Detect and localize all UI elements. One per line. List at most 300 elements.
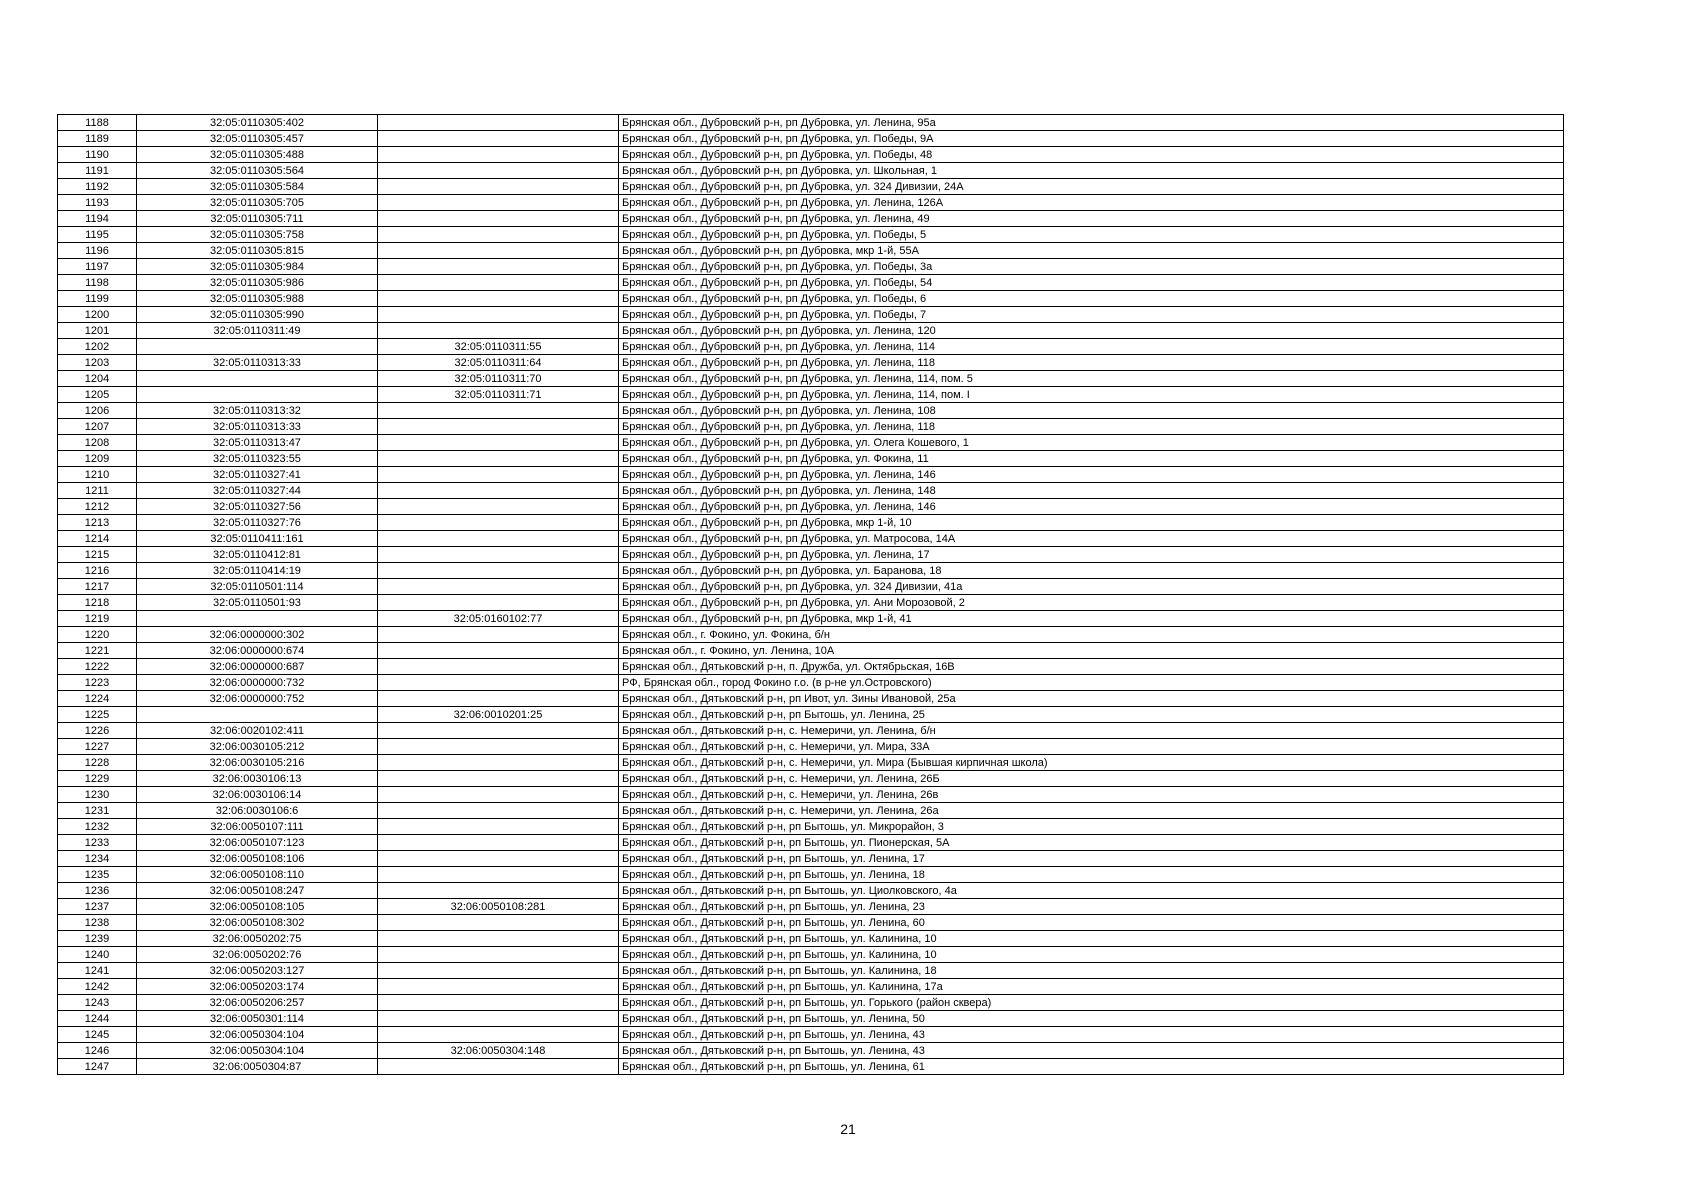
address-cell: Брянская обл., Дубровский р-н, рп Дубровка, ул. Матросова, 14А	[619, 531, 1564, 547]
table-row	[58, 211, 1564, 227]
related-cadastral-number-cell	[378, 883, 619, 899]
related-cadastral-number-cell	[378, 531, 619, 547]
address-cell: Брянская обл., Дятьковский р-н, рп Бытошь, ул. Ленина, 43	[619, 1043, 1564, 1059]
related-cadastral-number-cell: 32:06:0050304:148	[378, 1043, 619, 1059]
related-cadastral-number-cell	[378, 979, 619, 995]
related-cadastral-number-cell	[378, 691, 619, 707]
address-cell: Брянская обл., Дятьковский р-н, рп Бытошь, ул. Ленина, 43	[619, 1027, 1564, 1043]
related-cadastral-number-cell	[378, 403, 619, 419]
row-number-cell: 1205	[58, 387, 137, 403]
table-row	[58, 499, 1564, 515]
related-cadastral-number-cell	[378, 595, 619, 611]
table-row	[58, 419, 1564, 435]
related-cadastral-number-cell	[378, 563, 619, 579]
row-number-cell: 1194	[58, 211, 137, 227]
cadastral-number-cell: 32:06:0000000:302	[137, 627, 378, 643]
address-cell: Брянская обл., Дятьковский р-н, рп Бытошь, ул. Горького (район сквера)	[619, 995, 1564, 1011]
table-row	[58, 195, 1564, 211]
row-number-cell: 1214	[58, 531, 137, 547]
related-cadastral-number-cell	[378, 915, 619, 931]
related-cadastral-number-cell: 32:06:0050108:281	[378, 899, 619, 915]
address-cell: Брянская обл., Дубровский р-н, рп Дубровка, ул. Ленина, 49	[619, 211, 1564, 227]
cadastral-number-cell: 32:06:0000000:687	[137, 659, 378, 675]
related-cadastral-number-cell	[378, 819, 619, 835]
address-cell: Брянская обл., Дубровский р-н, рп Дубровка, ул. Ленина, 108	[619, 403, 1564, 419]
address-cell: Брянская обл., Дятьковский р-н, рп Бытошь, ул. Калинина, 10	[619, 931, 1564, 947]
cadastral-number-cell: 32:06:0050203:174	[137, 979, 378, 995]
row-number-cell: 1240	[58, 947, 137, 963]
row-number-cell: 1247	[58, 1059, 137, 1075]
row-number-cell: 1190	[58, 147, 137, 163]
related-cadastral-number-cell	[378, 451, 619, 467]
address-cell: Брянская обл., Дубровский р-н, рп Дубровка, ул. Ленина, 114, пом. I	[619, 387, 1564, 403]
related-cadastral-number-cell	[378, 275, 619, 291]
table-row	[58, 739, 1564, 755]
cadastral-number-cell: 32:06:0050108:110	[137, 867, 378, 883]
related-cadastral-number-cell: 32:06:0010201:25	[378, 707, 619, 723]
address-cell: Брянская обл., Дубровский р-н, рп Дубровка, ул. 324 Дивизии, 24А	[619, 179, 1564, 195]
related-cadastral-number-cell	[378, 931, 619, 947]
related-cadastral-number-cell	[378, 179, 619, 195]
row-number-cell: 1211	[58, 483, 137, 499]
related-cadastral-number-cell	[378, 1011, 619, 1027]
cadastral-number-cell: 32:06:0050108:302	[137, 915, 378, 931]
cadastral-number-cell: 32:05:0110414:19	[137, 563, 378, 579]
address-cell: Брянская обл., Дубровский р-н, рп Дубровка, ул. Победы, 6	[619, 291, 1564, 307]
cadastral-number-cell	[137, 707, 378, 723]
row-number-cell: 1216	[58, 563, 137, 579]
table-row	[58, 931, 1564, 947]
address-cell: Брянская обл., Дубровский р-н, рп Дубровка, ул. Ани Морозовой, 2	[619, 595, 1564, 611]
table-row	[58, 563, 1564, 579]
address-cell: Брянская обл., Дубровский р-н, рп Дубровка, ул. Фокина, 11	[619, 451, 1564, 467]
address-cell: Брянская обл., Дятьковский р-н, рп Бытошь, ул. Ленина, 60	[619, 915, 1564, 931]
table-row	[58, 531, 1564, 547]
table-row	[58, 611, 1564, 627]
cadastral-number-cell: 32:06:0000000:732	[137, 675, 378, 691]
table-row	[58, 163, 1564, 179]
table-row	[58, 675, 1564, 691]
address-cell: Брянская обл., Дятьковский р-н, рп Бытошь, ул. Ленина, 50	[619, 1011, 1564, 1027]
table-row	[58, 323, 1564, 339]
cadastral-number-cell: 32:05:0110305:402	[137, 115, 378, 131]
related-cadastral-number-cell	[378, 755, 619, 771]
row-number-cell: 1204	[58, 371, 137, 387]
row-number-cell: 1215	[58, 547, 137, 563]
address-cell: Брянская обл., Дятьковский р-н, рп Бытошь, ул. Микрорайон, 3	[619, 819, 1564, 835]
cadastral-number-cell: 32:05:0110305:705	[137, 195, 378, 211]
address-cell: Брянская обл., г. Фокино, ул. Ленина, 10А	[619, 643, 1564, 659]
address-cell: Брянская обл., Дубровский р-н, рп Дубровка, мкр 1-й, 10	[619, 515, 1564, 531]
cadastral-number-cell: 32:05:0110305:564	[137, 163, 378, 179]
related-cadastral-number-cell	[378, 723, 619, 739]
related-cadastral-number-cell	[378, 867, 619, 883]
row-number-cell: 1201	[58, 323, 137, 339]
address-cell: Брянская обл., Дубровский р-н, рп Дубровка, ул. Победы, 3а	[619, 259, 1564, 275]
related-cadastral-number-cell	[378, 1059, 619, 1075]
cadastral-number-cell: 32:05:0110323:55	[137, 451, 378, 467]
address-cell: Брянская обл., Дубровский р-н, рп Дубровка, мкр 1-й, 55А	[619, 243, 1564, 259]
table-row	[58, 835, 1564, 851]
row-number-cell: 1241	[58, 963, 137, 979]
table-row	[58, 291, 1564, 307]
cadastral-number-cell: 32:05:0110327:76	[137, 515, 378, 531]
row-number-cell: 1219	[58, 611, 137, 627]
row-number-cell: 1207	[58, 419, 137, 435]
row-number-cell: 1222	[58, 659, 137, 675]
table-row	[58, 307, 1564, 323]
cadastral-number-cell: 32:05:0110313:32	[137, 403, 378, 419]
row-number-cell: 1200	[58, 307, 137, 323]
cadastral-number-cell: 32:05:0110305:990	[137, 307, 378, 323]
related-cadastral-number-cell: 32:05:0160102:77	[378, 611, 619, 627]
address-cell: Брянская обл., Дубровский р-н, рп Дубровка, ул. Ленина, 120	[619, 323, 1564, 339]
cadastral-number-cell: 32:06:0050107:111	[137, 819, 378, 835]
related-cadastral-number-cell	[378, 803, 619, 819]
table-row	[58, 1027, 1564, 1043]
cadastral-number-cell: 32:05:0110327:44	[137, 483, 378, 499]
address-cell: Брянская обл., Дятьковский р-н, с. Немеричи, ул. Мира, 33А	[619, 739, 1564, 755]
row-number-cell: 1246	[58, 1043, 137, 1059]
table-row	[58, 1011, 1564, 1027]
address-cell: Брянская обл., Дятьковский р-н, рп Бытошь, ул. Ленина, 18	[619, 867, 1564, 883]
related-cadastral-number-cell	[378, 947, 619, 963]
address-cell: Брянская обл., Дубровский р-н, рп Дубровка, ул. Баранова, 18	[619, 563, 1564, 579]
table-row	[58, 547, 1564, 563]
row-number-cell: 1236	[58, 883, 137, 899]
address-cell: Брянская обл., Дятьковский р-н, рп Бытошь, ул. Пионерская, 5А	[619, 835, 1564, 851]
related-cadastral-number-cell	[378, 291, 619, 307]
address-cell: Брянская обл., Дубровский р-н, рп Дубровка, ул. Ленина, 17	[619, 547, 1564, 563]
row-number-cell: 1242	[58, 979, 137, 995]
address-cell: Брянская обл., Дубровский р-н, рп Дубровка, мкр 1-й, 41	[619, 611, 1564, 627]
table-row	[58, 451, 1564, 467]
related-cadastral-number-cell	[378, 963, 619, 979]
related-cadastral-number-cell: 32:05:0110311:55	[378, 339, 619, 355]
related-cadastral-number-cell	[378, 323, 619, 339]
page-number: 21	[840, 1121, 856, 1137]
related-cadastral-number-cell	[378, 115, 619, 131]
address-cell: Брянская обл., Дубровский р-н, рп Дубровка, ул. Олега Кошевого, 1	[619, 435, 1564, 451]
table-row	[58, 467, 1564, 483]
cadastral-number-cell: 32:06:0000000:674	[137, 643, 378, 659]
table-row	[58, 275, 1564, 291]
table-row	[58, 707, 1564, 723]
related-cadastral-number-cell	[378, 771, 619, 787]
row-number-cell: 1231	[58, 803, 137, 819]
row-number-cell: 1191	[58, 163, 137, 179]
address-cell: Брянская обл., Дятьковский р-н, рп Бытошь, ул. Циолковского, 4а	[619, 883, 1564, 899]
address-cell: Брянская обл., Дятьковский р-н, с. Немеричи, ул. Ленина, 26в	[619, 787, 1564, 803]
row-number-cell: 1244	[58, 1011, 137, 1027]
table-row	[58, 147, 1564, 163]
related-cadastral-number-cell	[378, 147, 619, 163]
related-cadastral-number-cell	[378, 739, 619, 755]
table-row	[58, 595, 1564, 611]
row-number-cell: 1213	[58, 515, 137, 531]
table-row	[58, 787, 1564, 803]
table-row	[58, 659, 1564, 675]
table-row	[58, 963, 1564, 979]
related-cadastral-number-cell	[378, 835, 619, 851]
related-cadastral-number-cell	[378, 259, 619, 275]
table-row	[58, 371, 1564, 387]
row-number-cell: 1217	[58, 579, 137, 595]
address-cell: Брянская обл., Дубровский р-н, рп Дубровка, ул. Победы, 48	[619, 147, 1564, 163]
row-number-cell: 1227	[58, 739, 137, 755]
cadastral-number-cell: 32:05:0110327:41	[137, 467, 378, 483]
cadastral-number-cell: 32:05:0110305:984	[137, 259, 378, 275]
table-row	[58, 403, 1564, 419]
row-number-cell: 1206	[58, 403, 137, 419]
row-number-cell: 1209	[58, 451, 137, 467]
related-cadastral-number-cell	[378, 131, 619, 147]
cadastral-number-cell: 32:06:0050304:104	[137, 1027, 378, 1043]
row-number-cell: 1188	[58, 115, 137, 131]
table-row	[58, 179, 1564, 195]
address-cell: Брянская обл., Дубровский р-н, рп Дубровка, ул. Школьная, 1	[619, 163, 1564, 179]
row-number-cell: 1203	[58, 355, 137, 371]
row-number-cell: 1193	[58, 195, 137, 211]
row-number-cell: 1223	[58, 675, 137, 691]
related-cadastral-number-cell	[378, 627, 619, 643]
related-cadastral-number-cell: 32:05:0110311:70	[378, 371, 619, 387]
related-cadastral-number-cell	[378, 227, 619, 243]
address-cell: Брянская обл., Дятьковский р-н, рп Бытошь, ул. Калинина, 17а	[619, 979, 1564, 995]
cadastral-number-cell: 32:06:0030106:14	[137, 787, 378, 803]
row-number-cell: 1197	[58, 259, 137, 275]
cadastral-number-cell: 32:05:0110305:988	[137, 291, 378, 307]
related-cadastral-number-cell: 32:05:0110311:64	[378, 355, 619, 371]
row-number-cell: 1221	[58, 643, 137, 659]
cadastral-number-cell: 32:05:0110501:93	[137, 595, 378, 611]
registry-table	[57, 114, 1564, 1075]
address-cell: Брянская обл., Дубровский р-н, рп Дубровка, ул. Победы, 7	[619, 307, 1564, 323]
table-row	[58, 979, 1564, 995]
table-row	[58, 259, 1564, 275]
address-cell: Брянская обл., Дятьковский р-н, с. Немеричи, ул. Мира (Бывшая кирпичная школа)	[619, 755, 1564, 771]
row-number-cell: 1245	[58, 1027, 137, 1043]
row-number-cell: 1202	[58, 339, 137, 355]
row-number-cell: 1238	[58, 915, 137, 931]
address-cell: Брянская обл., Дятьковский р-н, рп Бытошь, ул. Калинина, 18	[619, 963, 1564, 979]
cadastral-number-cell: 32:05:0110313:47	[137, 435, 378, 451]
address-cell: Брянская обл., Дубровский р-н, рп Дубровка, ул. Ленина, 114	[619, 339, 1564, 355]
row-number-cell: 1233	[58, 835, 137, 851]
related-cadastral-number-cell	[378, 211, 619, 227]
related-cadastral-number-cell	[378, 643, 619, 659]
related-cadastral-number-cell	[378, 307, 619, 323]
address-cell: Брянская обл., Дятьковский р-н, рп Бытошь, ул. Ленина, 25	[619, 707, 1564, 723]
cadastral-number-cell: 32:06:0050108:247	[137, 883, 378, 899]
cadastral-number-cell: 32:06:0000000:752	[137, 691, 378, 707]
related-cadastral-number-cell	[378, 579, 619, 595]
row-number-cell: 1208	[58, 435, 137, 451]
address-cell: Брянская обл., Дятьковский р-н, рп Ивот, ул. Зины Ивановой, 25а	[619, 691, 1564, 707]
table-row	[58, 1043, 1564, 1059]
table-row	[58, 883, 1564, 899]
table-row	[58, 819, 1564, 835]
related-cadastral-number-cell	[378, 499, 619, 515]
cadastral-number-cell: 32:06:0050202:76	[137, 947, 378, 963]
row-number-cell: 1239	[58, 931, 137, 947]
address-cell: Брянская обл., Дубровский р-н, рп Дубровка, ул. Победы, 9А	[619, 131, 1564, 147]
related-cadastral-number-cell	[378, 467, 619, 483]
cadastral-number-cell: 32:05:0110305:758	[137, 227, 378, 243]
cadastral-number-cell: 32:05:0110313:33	[137, 419, 378, 435]
row-number-cell: 1224	[58, 691, 137, 707]
row-number-cell: 1225	[58, 707, 137, 723]
row-number-cell: 1237	[58, 899, 137, 915]
cadastral-number-cell: 32:06:0050304:104	[137, 1043, 378, 1059]
row-number-cell: 1212	[58, 499, 137, 515]
table-row	[58, 995, 1564, 1011]
table-row	[58, 803, 1564, 819]
related-cadastral-number-cell: 32:05:0110311:71	[378, 387, 619, 403]
cadastral-number-cell: 32:06:0050108:105	[137, 899, 378, 915]
row-number-cell: 1228	[58, 755, 137, 771]
cadastral-number-cell: 32:05:0110305:711	[137, 211, 378, 227]
related-cadastral-number-cell	[378, 995, 619, 1011]
row-number-cell: 1230	[58, 787, 137, 803]
table-row	[58, 643, 1564, 659]
row-number-cell: 1199	[58, 291, 137, 307]
row-number-cell: 1220	[58, 627, 137, 643]
cadastral-number-cell: 32:06:0050202:75	[137, 931, 378, 947]
related-cadastral-number-cell	[378, 659, 619, 675]
related-cadastral-number-cell	[378, 515, 619, 531]
table-row	[58, 691, 1564, 707]
table-row	[58, 515, 1564, 531]
table-row	[58, 947, 1564, 963]
row-number-cell: 1226	[58, 723, 137, 739]
row-number-cell: 1195	[58, 227, 137, 243]
cadastral-number-cell: 32:06:0030105:212	[137, 739, 378, 755]
address-cell: Брянская обл., Дятьковский р-н, рп Бытошь, ул. Ленина, 61	[619, 1059, 1564, 1075]
address-cell: Брянская обл., Дубровский р-н, рп Дубровка, ул. Ленина, 146	[619, 467, 1564, 483]
cadastral-number-cell: 32:06:0030106:13	[137, 771, 378, 787]
table-row	[58, 227, 1564, 243]
table-row	[58, 131, 1564, 147]
cadastral-number-cell: 32:05:0110311:49	[137, 323, 378, 339]
cadastral-number-cell: 32:05:0110305:488	[137, 147, 378, 163]
table-row	[58, 627, 1564, 643]
address-cell: Брянская обл., Дятьковский р-н, п. Дружба, ул. Октябрьская, 16В	[619, 659, 1564, 675]
table-row	[58, 867, 1564, 883]
address-cell: Брянская обл., Дятьковский р-н, рп Бытошь, ул. Ленина, 23	[619, 899, 1564, 915]
cadastral-number-cell: 32:05:0110305:457	[137, 131, 378, 147]
cadastral-number-cell: 32:06:0050304:87	[137, 1059, 378, 1075]
table-row	[58, 915, 1564, 931]
cadastral-number-cell: 32:06:0030105:216	[137, 755, 378, 771]
table-row	[58, 771, 1564, 787]
cadastral-number-cell: 32:05:0110501:114	[137, 579, 378, 595]
related-cadastral-number-cell	[378, 1027, 619, 1043]
address-cell: Брянская обл., Дубровский р-н, рп Дубровка, ул. Ленина, 114, пом. 5	[619, 371, 1564, 387]
address-cell: Брянская обл., Дятьковский р-н, с. Немеричи, ул. Ленина, б/н	[619, 723, 1564, 739]
related-cadastral-number-cell	[378, 787, 619, 803]
row-number-cell: 1232	[58, 819, 137, 835]
related-cadastral-number-cell	[378, 243, 619, 259]
cadastral-number-cell: 32:06:0050206:257	[137, 995, 378, 1011]
table-row	[58, 1059, 1564, 1075]
cadastral-number-cell: 32:05:0110412:81	[137, 547, 378, 563]
cadastral-number-cell: 32:05:0110411:161	[137, 531, 378, 547]
address-cell: РФ, Брянская обл., город Фокино г.о. (в р-не ул.Островского)	[619, 675, 1564, 691]
cadastral-number-cell: 32:05:0110305:986	[137, 275, 378, 291]
registry-table-body	[58, 115, 1564, 1075]
cadastral-number-cell	[137, 371, 378, 387]
related-cadastral-number-cell	[378, 163, 619, 179]
cadastral-number-cell: 32:06:0050107:123	[137, 835, 378, 851]
cadastral-number-cell: 32:05:0110305:584	[137, 179, 378, 195]
cadastral-number-cell	[137, 339, 378, 355]
table-row	[58, 435, 1564, 451]
table-row	[58, 851, 1564, 867]
address-cell: Брянская обл., Дубровский р-н, рп Дубровка, ул. Ленина, 146	[619, 499, 1564, 515]
address-cell: Брянская обл., Дятьковский р-н, рп Бытошь, ул. Ленина, 17	[619, 851, 1564, 867]
table-row	[58, 243, 1564, 259]
row-number-cell: 1189	[58, 131, 137, 147]
cadastral-number-cell: 32:05:0110313:33	[137, 355, 378, 371]
row-number-cell: 1210	[58, 467, 137, 483]
table-row	[58, 579, 1564, 595]
table-row	[58, 355, 1564, 371]
address-cell: Брянская обл., Дубровский р-н, рп Дубровка, ул. Победы, 5	[619, 227, 1564, 243]
related-cadastral-number-cell	[378, 547, 619, 563]
cadastral-number-cell: 32:06:0050301:114	[137, 1011, 378, 1027]
address-cell: Брянская обл., Дятьковский р-н, с. Немеричи, ул. Ленина, 26Б	[619, 771, 1564, 787]
table-row	[58, 723, 1564, 739]
table-row	[58, 339, 1564, 355]
row-number-cell: 1196	[58, 243, 137, 259]
table-row	[58, 899, 1564, 915]
related-cadastral-number-cell	[378, 675, 619, 691]
table-row	[58, 387, 1564, 403]
address-cell: Брянская обл., Дубровский р-н, рп Дубровка, ул. 324 Дивизии, 41а	[619, 579, 1564, 595]
cadastral-number-cell: 32:05:0110305:815	[137, 243, 378, 259]
address-cell: Брянская обл., Дятьковский р-н, с. Немеричи, ул. Ленина, 26а	[619, 803, 1564, 819]
row-number-cell: 1192	[58, 179, 137, 195]
cadastral-number-cell: 32:05:0110327:56	[137, 499, 378, 515]
cadastral-number-cell	[137, 387, 378, 403]
address-cell: Брянская обл., Дубровский р-н, рп Дубровка, ул. Ленина, 95а	[619, 115, 1564, 131]
related-cadastral-number-cell	[378, 483, 619, 499]
cadastral-number-cell: 32:06:0020102:411	[137, 723, 378, 739]
row-number-cell: 1234	[58, 851, 137, 867]
row-number-cell: 1229	[58, 771, 137, 787]
address-cell: Брянская обл., Дубровский р-н, рп Дубровка, ул. Ленина, 148	[619, 483, 1564, 499]
table-row	[58, 483, 1564, 499]
related-cadastral-number-cell	[378, 419, 619, 435]
table-row	[58, 115, 1564, 131]
row-number-cell: 1198	[58, 275, 137, 291]
address-cell: Брянская обл., Дятьковский р-н, рп Бытошь, ул. Калинина, 10	[619, 947, 1564, 963]
cadastral-number-cell: 32:06:0030106:6	[137, 803, 378, 819]
cadastral-number-cell: 32:06:0050108:106	[137, 851, 378, 867]
table-row	[58, 755, 1564, 771]
related-cadastral-number-cell	[378, 851, 619, 867]
address-cell: Брянская обл., Дубровский р-н, рп Дубровка, ул. Ленина, 126А	[619, 195, 1564, 211]
row-number-cell: 1218	[58, 595, 137, 611]
address-cell: Брянская обл., Дубровский р-н, рп Дубровка, ул. Ленина, 118	[619, 419, 1564, 435]
address-cell: Брянская обл., Дубровский р-н, рп Дубровка, ул. Победы, 54	[619, 275, 1564, 291]
address-cell: Брянская обл., Дубровский р-н, рп Дубровка, ул. Ленина, 118	[619, 355, 1564, 371]
related-cadastral-number-cell	[378, 195, 619, 211]
related-cadastral-number-cell	[378, 435, 619, 451]
cadastral-number-cell	[137, 611, 378, 627]
cadastral-number-cell: 32:06:0050203:127	[137, 963, 378, 979]
